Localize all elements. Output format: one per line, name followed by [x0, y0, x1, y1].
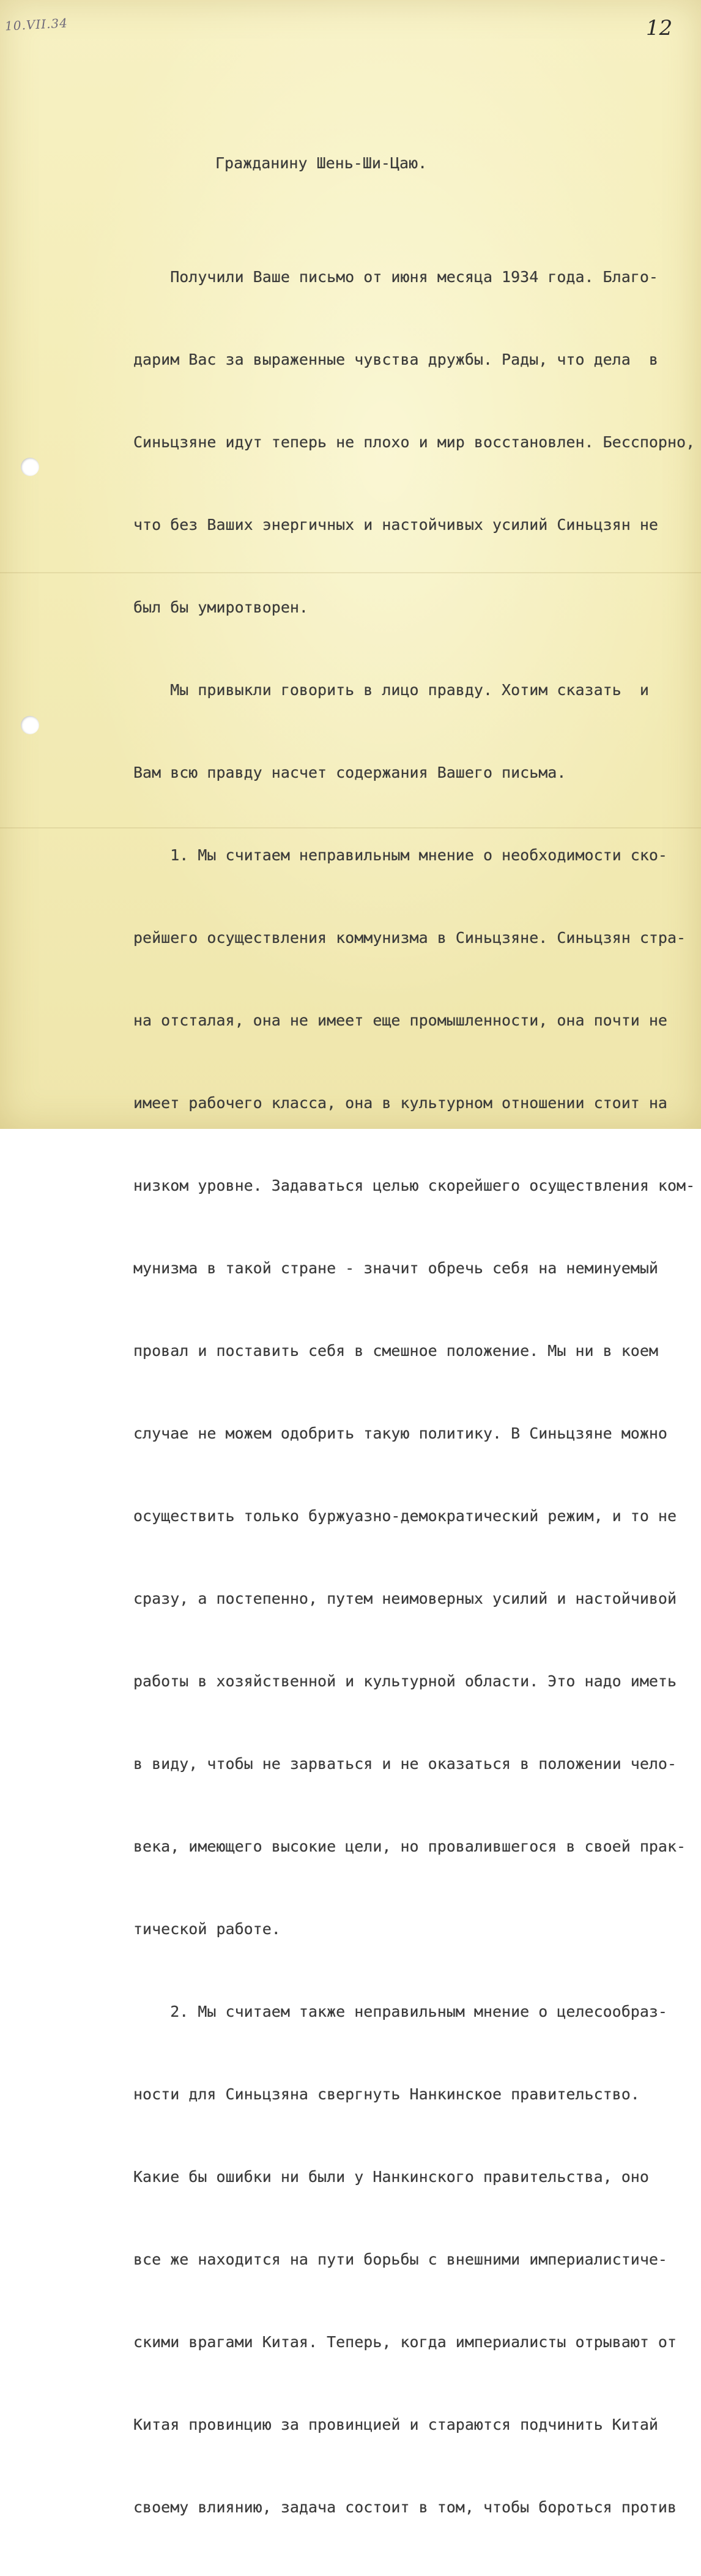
- folio-number: 12: [646, 16, 673, 40]
- text-line: своему влиянию, задача состоит в том, чтобы бороться против: [133, 2498, 677, 2516]
- letter-body: [133, 208, 695, 2516]
- text-line: Мы привыкли говорить в лицо правду. Хотим сказать и: [133, 681, 649, 699]
- text-line: Синьцзяне идут теперь не плохо и мир восстановлен. Бесспорно,: [133, 433, 695, 451]
- text-line: 2. Мы считаем также неправильным мнение о целесообраз-: [133, 2003, 667, 2020]
- text-line: в виду, чтобы не зарваться и не оказаться в положении чело-: [133, 1755, 677, 1773]
- text-line: мунизма в такой стране - значит обречь себя на неминуемый: [133, 1259, 658, 1277]
- text-line: низком уровне. Задаваться целью скорейшего осуществления ком-: [133, 1177, 695, 1194]
- text-line: тической работе.: [133, 1920, 281, 1938]
- text-line: имеет рабочего класса, она в культурном отношении стоит на: [133, 1094, 667, 1112]
- text-line: работы в хозяйственной и культурной области. Это надо иметь: [133, 1672, 677, 1690]
- text-line: дарим Вас за выраженные чувства дружбы. Рады, что дела в: [133, 351, 658, 368]
- text-line: Китая провинцию за провинцией и стараются подчинить Китай: [133, 2416, 658, 2433]
- text-line: на отсталая, она не имеет еще промышленности, она почти не: [133, 1011, 667, 1029]
- text-line: Какие бы ошибки ни были у Нанкинского правительства, оно: [133, 2168, 649, 2186]
- text-line: осуществить только буржуазно-демократический режим, и то не: [133, 1507, 677, 1525]
- text-line: века, имеющего высокие цели, но провалившегося в своей прак-: [133, 1837, 686, 1855]
- text-line: 1. Мы считаем неправильным мнение о необходимости ско-: [133, 846, 667, 864]
- text-line: случае не можем одобрить такую политику. В Синьцзяне можно: [133, 1424, 667, 1442]
- text-line: провал и поставить себя в смешное положение. Мы ни в коем: [133, 1342, 658, 1360]
- text-line: Вам всю правду насчет содержания Вашего письма.: [133, 764, 566, 781]
- text-line: что без Ваших энергичных и настойчивых усилий Синьцзян не: [133, 516, 658, 534]
- margin-date-note: 10.VII.34: [4, 15, 69, 34]
- text-line: был бы умиротворен.: [133, 598, 308, 616]
- text-line: ности для Синьцзяна свергнуть Нанкинское правительство.: [133, 2085, 640, 2103]
- salutation: Гражданину Шень-Ши-Цаю.: [215, 154, 428, 172]
- text-line: Получили Ваше письмо от июня месяца 1934 года. Благо-: [133, 268, 658, 286]
- text-line: рейшего осуществления коммунизма в Синьцзяне. Синьцзян стра-: [133, 929, 686, 947]
- punch-hole: [21, 716, 39, 734]
- text-line: все же находится на пути борьбы с внешними империалистиче-: [133, 2250, 667, 2268]
- punch-hole: [21, 458, 39, 476]
- text-line: скими врагами Китая. Теперь, когда империалисты отрывают от: [133, 2333, 677, 2351]
- text-line: сразу, а постепенно, путем неимоверных усилий и настойчивой: [133, 1590, 677, 1607]
